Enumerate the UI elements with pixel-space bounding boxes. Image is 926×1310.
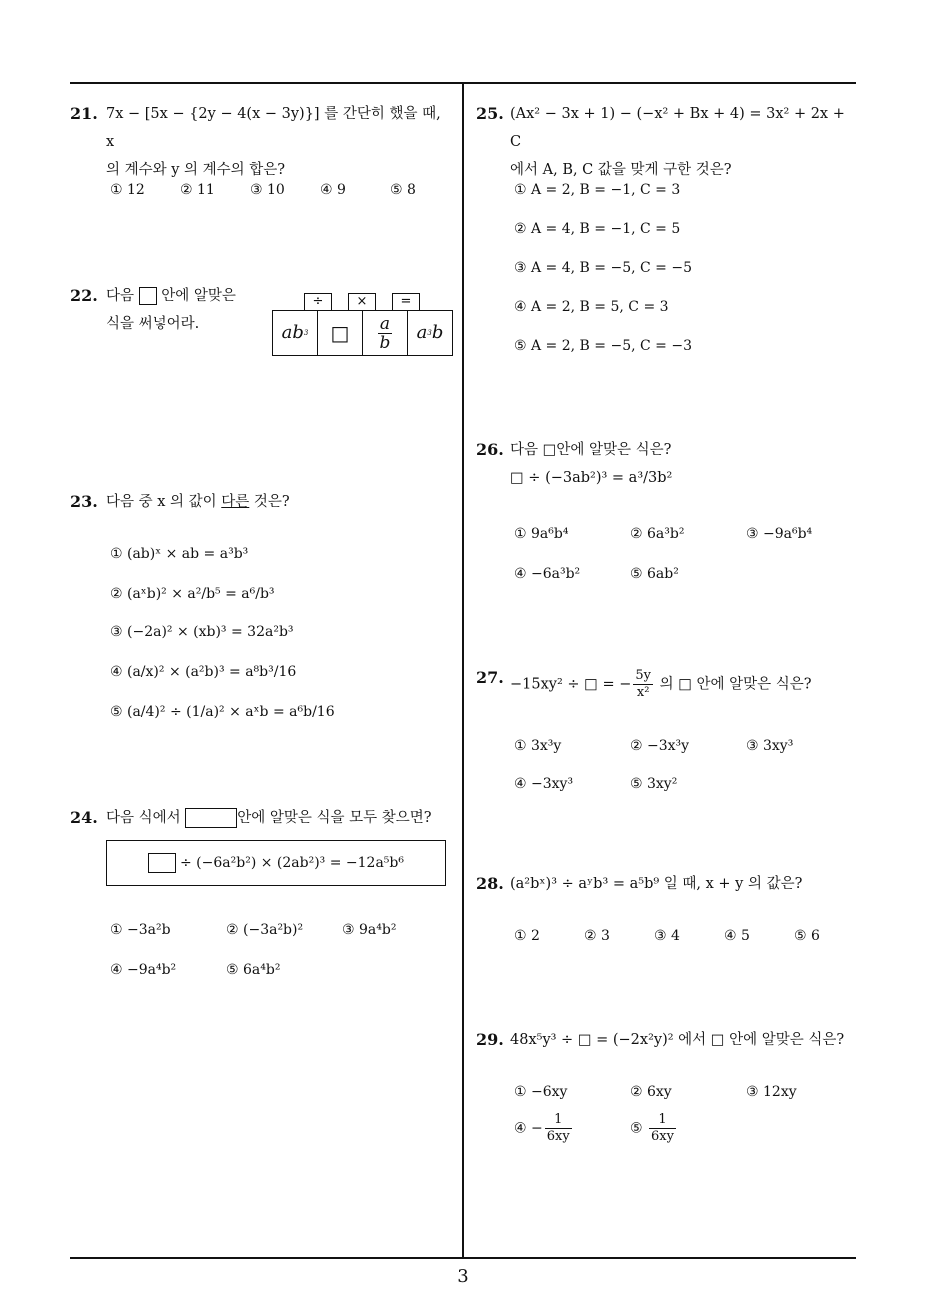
equation-text: ÷ (−6a²b²) × (2ab²)³ = −12a⁵b⁶: [180, 855, 404, 871]
question-stem: (a²bˣ)³ ÷ aʸb³ = a⁵b⁹ 일 때, x + y 의 값은?: [510, 876, 803, 892]
column-divider: [462, 82, 464, 1258]
stem-line: 식을 써넣어라.: [106, 316, 200, 332]
option-4[interactable]: ④ 5: [724, 928, 750, 944]
option-4[interactable]: ④ −3xy³: [514, 776, 574, 792]
option-5[interactable]: [630, 1112, 678, 1145]
fraction-bottom: 6xy: [546, 1129, 570, 1144]
fraction-bottom: 6xy: [651, 1129, 674, 1144]
option-1[interactable]: ① 2: [514, 928, 540, 944]
option-1[interactable]: ① 12: [110, 182, 145, 198]
question-24: [70, 804, 450, 994]
option-2[interactable]: ② −3x³y: [630, 738, 690, 754]
question-number: 25.: [476, 104, 504, 123]
option-3[interactable]: ③ 4: [654, 928, 680, 944]
stem-underlined: 다른: [221, 494, 250, 510]
stem-line: □ ÷ (−3ab²)³ = a³/3b²: [510, 470, 673, 486]
option-3[interactable]: ③ (−2a)² × (xb)³ = 32a²b³: [110, 624, 294, 640]
option-3[interactable]: ③ 12xy: [746, 1084, 797, 1100]
blank-box[interactable]: [148, 853, 176, 873]
question-26: [476, 436, 856, 596]
question-21: [70, 100, 450, 220]
option-fraction: [649, 1112, 676, 1145]
stem-text: 안에 알맞은 식을 모두 찾으면?: [237, 810, 432, 826]
option-2[interactable]: ② 3: [584, 928, 610, 944]
question-number: 27.: [476, 668, 504, 687]
cell-ab3: ab 3: [273, 311, 318, 355]
blank-box: [139, 287, 157, 305]
option-1[interactable]: ① 3x³y: [514, 738, 562, 754]
option-2[interactable]: ② (aˣb)² × a²/b⁵ = a⁶/b³: [110, 586, 275, 602]
option-2[interactable]: ② 6xy: [630, 1084, 672, 1100]
stem-text: 다음: [106, 288, 135, 304]
option-2[interactable]: ② A = 4, B = −1, C = 5: [514, 221, 681, 237]
option-2[interactable]: ② 11: [180, 182, 215, 198]
question-number: 29.: [476, 1030, 504, 1049]
stem-line: 다음 □안에 알맞은 식은?: [510, 442, 672, 458]
option-fraction: [545, 1112, 572, 1145]
question-number: 21.: [70, 104, 98, 123]
question-28: [476, 870, 856, 960]
question-stem: [106, 488, 446, 516]
stem-text: 다음 식에서: [106, 810, 181, 826]
page-number: 3: [457, 1266, 469, 1287]
blank-box: [185, 808, 237, 828]
option-4[interactable]: ④ (a/x)² × (a²b)³ = a⁸b³/16: [110, 664, 297, 680]
stem-line: 의 계수와 y 의 계수의 합은?: [106, 162, 286, 178]
question-27: [476, 664, 856, 804]
equation-box: [106, 840, 446, 886]
question-stem: [106, 804, 456, 832]
question-stem: [510, 436, 850, 492]
times-op: ×: [348, 293, 376, 310]
cell-blank[interactable]: □: [318, 311, 363, 355]
option-1[interactable]: ① 9a⁶b⁴: [514, 526, 569, 542]
stem-line: 7x − [5x − {2y − 4(x − 3y)}] 를 간단히 했을 때, x: [106, 106, 441, 150]
option-1[interactable]: ① (ab)ˣ × ab = a³b³: [110, 546, 249, 562]
stem-text: 것은?: [249, 494, 290, 510]
option-2[interactable]: ② 6a³b²: [630, 526, 685, 542]
stem-text: −15xy² ÷ □ = −: [510, 676, 632, 693]
cell-a3b: a 3 b: [416, 322, 444, 343]
option-4[interactable]: ④ 9: [320, 182, 346, 198]
option-5[interactable]: ⑤ 6a⁴b²: [226, 962, 281, 978]
question-number: 28.: [476, 874, 504, 893]
question-22: [70, 282, 450, 372]
option-5[interactable]: ⑤ 8: [390, 182, 416, 198]
question-23: [70, 488, 450, 748]
option-4[interactable]: ④ −9a⁴b²: [110, 962, 177, 978]
stem-line: [106, 282, 276, 310]
stem-text: 의 □ 안에 알맞은 식은?: [659, 676, 812, 693]
stem-line: (Ax² − 3x + 1) − (−x² + Bx + 4) = 3x² + 2x + C: [510, 106, 845, 150]
option-5[interactable]: ⑤ 6ab²: [630, 566, 679, 582]
option-label: ⑤: [630, 1120, 643, 1137]
option-3[interactable]: ③ 10: [250, 182, 285, 198]
stem-line: 에서 A, B, C 값을 맞게 구한 것은?: [510, 162, 732, 178]
option-4[interactable]: [514, 1112, 574, 1145]
fraction-top: 1: [649, 1112, 676, 1129]
option-1[interactable]: ① A = 2, B = −1, C = 3: [514, 182, 681, 198]
fraction-bottom: x²: [636, 685, 650, 700]
divide-op: ÷: [304, 293, 332, 310]
option-4[interactable]: ④ A = 2, B = 5, C = 3: [514, 299, 669, 315]
question-25: [476, 100, 856, 360]
option-3[interactable]: ③ 3xy³: [746, 738, 794, 754]
expression-table: [272, 310, 453, 356]
question-number: 23.: [70, 492, 98, 511]
option-1[interactable]: ① −3a²b: [110, 922, 171, 938]
question-29: [476, 1026, 856, 1156]
option-5[interactable]: ⑤ A = 2, B = −5, C = −3: [514, 338, 692, 354]
question-stem: [510, 668, 850, 701]
question-stem: [510, 100, 860, 184]
option-label: ④ −: [514, 1120, 543, 1137]
option-5[interactable]: ⑤ 3xy²: [630, 776, 678, 792]
question-stem: [106, 100, 446, 184]
option-3[interactable]: ③ A = 4, B = −5, C = −5: [514, 260, 692, 276]
option-2[interactable]: ② (−3a²b)²: [226, 922, 304, 938]
question-stem: 48x⁵y³ ÷ □ = (−2x²y)² 에서 □ 안에 알맞은 식은?: [510, 1032, 845, 1048]
question-number: 22.: [70, 286, 98, 305]
cell-a-over-b: $\frac{a}{b}$: [363, 311, 408, 355]
option-3[interactable]: ③ −9a⁶b⁴: [746, 526, 813, 542]
question-stem: [106, 282, 276, 338]
fraction-top: 5y: [635, 668, 651, 683]
option-5[interactable]: ⑤ 6: [794, 928, 820, 944]
option-1[interactable]: ① −6xy: [514, 1084, 568, 1100]
option-3[interactable]: ③ 9a⁴b²: [342, 922, 397, 938]
fraction-top: 1: [545, 1112, 572, 1129]
equals-op: =: [392, 293, 420, 310]
option-5[interactable]: ⑤ (a/4)² ÷ (1/a)² × aˣb = a⁶b/16: [110, 704, 335, 720]
stem-fraction: [633, 668, 653, 701]
question-number: 26.: [476, 440, 504, 459]
stem-text: 다음 중 x 의 값이: [106, 494, 222, 510]
option-4[interactable]: ④ −6a³b²: [514, 566, 581, 582]
stem-text: 안에 알맞은: [161, 288, 236, 304]
question-number: 24.: [70, 808, 98, 827]
